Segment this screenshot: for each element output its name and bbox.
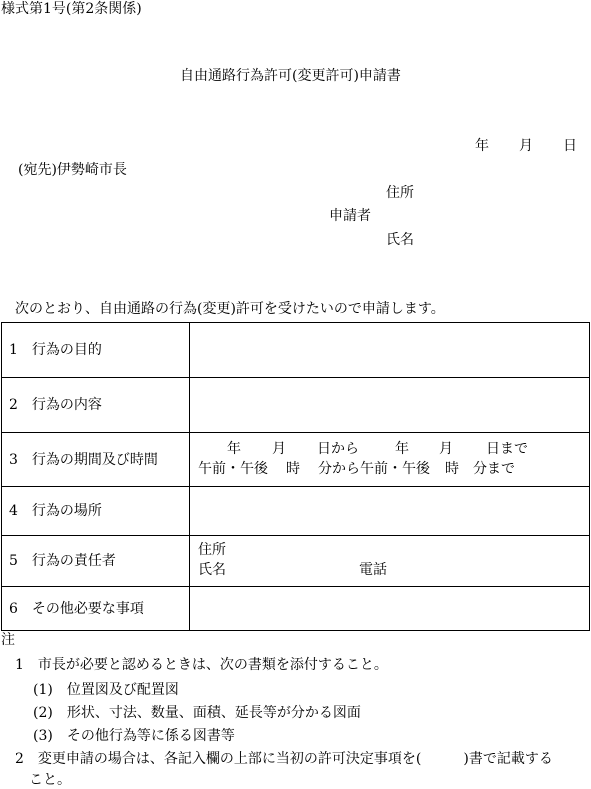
row-label-responsible: 5 行為の責任者 [2, 536, 190, 587]
other-field[interactable] [190, 587, 590, 631]
time-minute-start: 分から午前・午後 [318, 460, 430, 477]
responsible-field[interactable] [190, 536, 590, 587]
date-month: 月 [519, 138, 533, 154]
responsible-address-label: 住所 [198, 542, 226, 558]
period-month-start: 月 [272, 440, 286, 457]
location-field[interactable] [190, 487, 590, 536]
row-label-period: 3 行為の期間及び時間 [2, 433, 190, 487]
period-year-start: 年 [227, 440, 241, 457]
date-year: 年 [475, 138, 489, 154]
period-day-start: 日から [317, 440, 359, 457]
content-field[interactable] [190, 378, 590, 433]
period-year-end: 年 [395, 440, 409, 457]
addressee: (宛先)伊勢崎市長 [18, 162, 127, 178]
table-row [2, 587, 590, 631]
time-hour-end: 時 [445, 460, 459, 477]
responsible-phone-label: 電話 [359, 562, 387, 578]
period-field[interactable] [190, 433, 590, 487]
note-1-item-2: (2) 形状、寸法、数量、面積、延長等が分かる図面 [33, 705, 361, 721]
note-2-continuation: こと。 [29, 772, 71, 788]
note-1: 1 市長が必要と認めるときは、次の書類を添付すること。 [15, 657, 388, 673]
time-hour-start: 時 [286, 460, 300, 477]
purpose-field[interactable] [190, 323, 590, 378]
note-2: 2 変更申請の場合は、各記入欄の上部に当初の許可決定事項を( )書で記載する [15, 751, 553, 767]
time-ampm-start: 午前・午後 [198, 460, 268, 477]
application-table [1, 322, 590, 631]
row-label-other: 6 その他必要な事項 [2, 587, 190, 631]
table-row [2, 536, 590, 587]
period-month-end: 月 [439, 440, 453, 457]
table-row [2, 487, 590, 536]
table-row [2, 378, 590, 433]
intro-text: 次のとおり、自由通路の行為(変更)許可を受けたいので申請します。 [15, 301, 445, 317]
note-1-item-1: (1) 位置図及び配置図 [33, 682, 179, 698]
table-row [2, 433, 590, 487]
applicant-label: 申請者 [329, 208, 371, 224]
notes-heading: 注 [1, 632, 15, 648]
document-title: 自由通路行為許可(変更許可)申請書 [180, 68, 401, 84]
applicant-name-label: 氏名 [386, 232, 414, 248]
date-day: 日 [563, 138, 577, 154]
time-minute-end: 分まで [473, 460, 515, 477]
table-row [2, 323, 590, 378]
form-number: 様式第1号(第2条関係) [1, 1, 142, 17]
period-day-end: 日まで [486, 440, 528, 457]
row-label-purpose: 1 行為の目的 [2, 323, 190, 378]
note-1-item-3: (3) その他行為等に係る図書等 [33, 728, 235, 744]
applicant-address-label: 住所 [386, 185, 414, 201]
row-label-content: 2 行為の内容 [2, 378, 190, 433]
responsible-name-label: 氏名 [198, 562, 226, 578]
row-label-location: 4 行為の場所 [2, 487, 190, 536]
